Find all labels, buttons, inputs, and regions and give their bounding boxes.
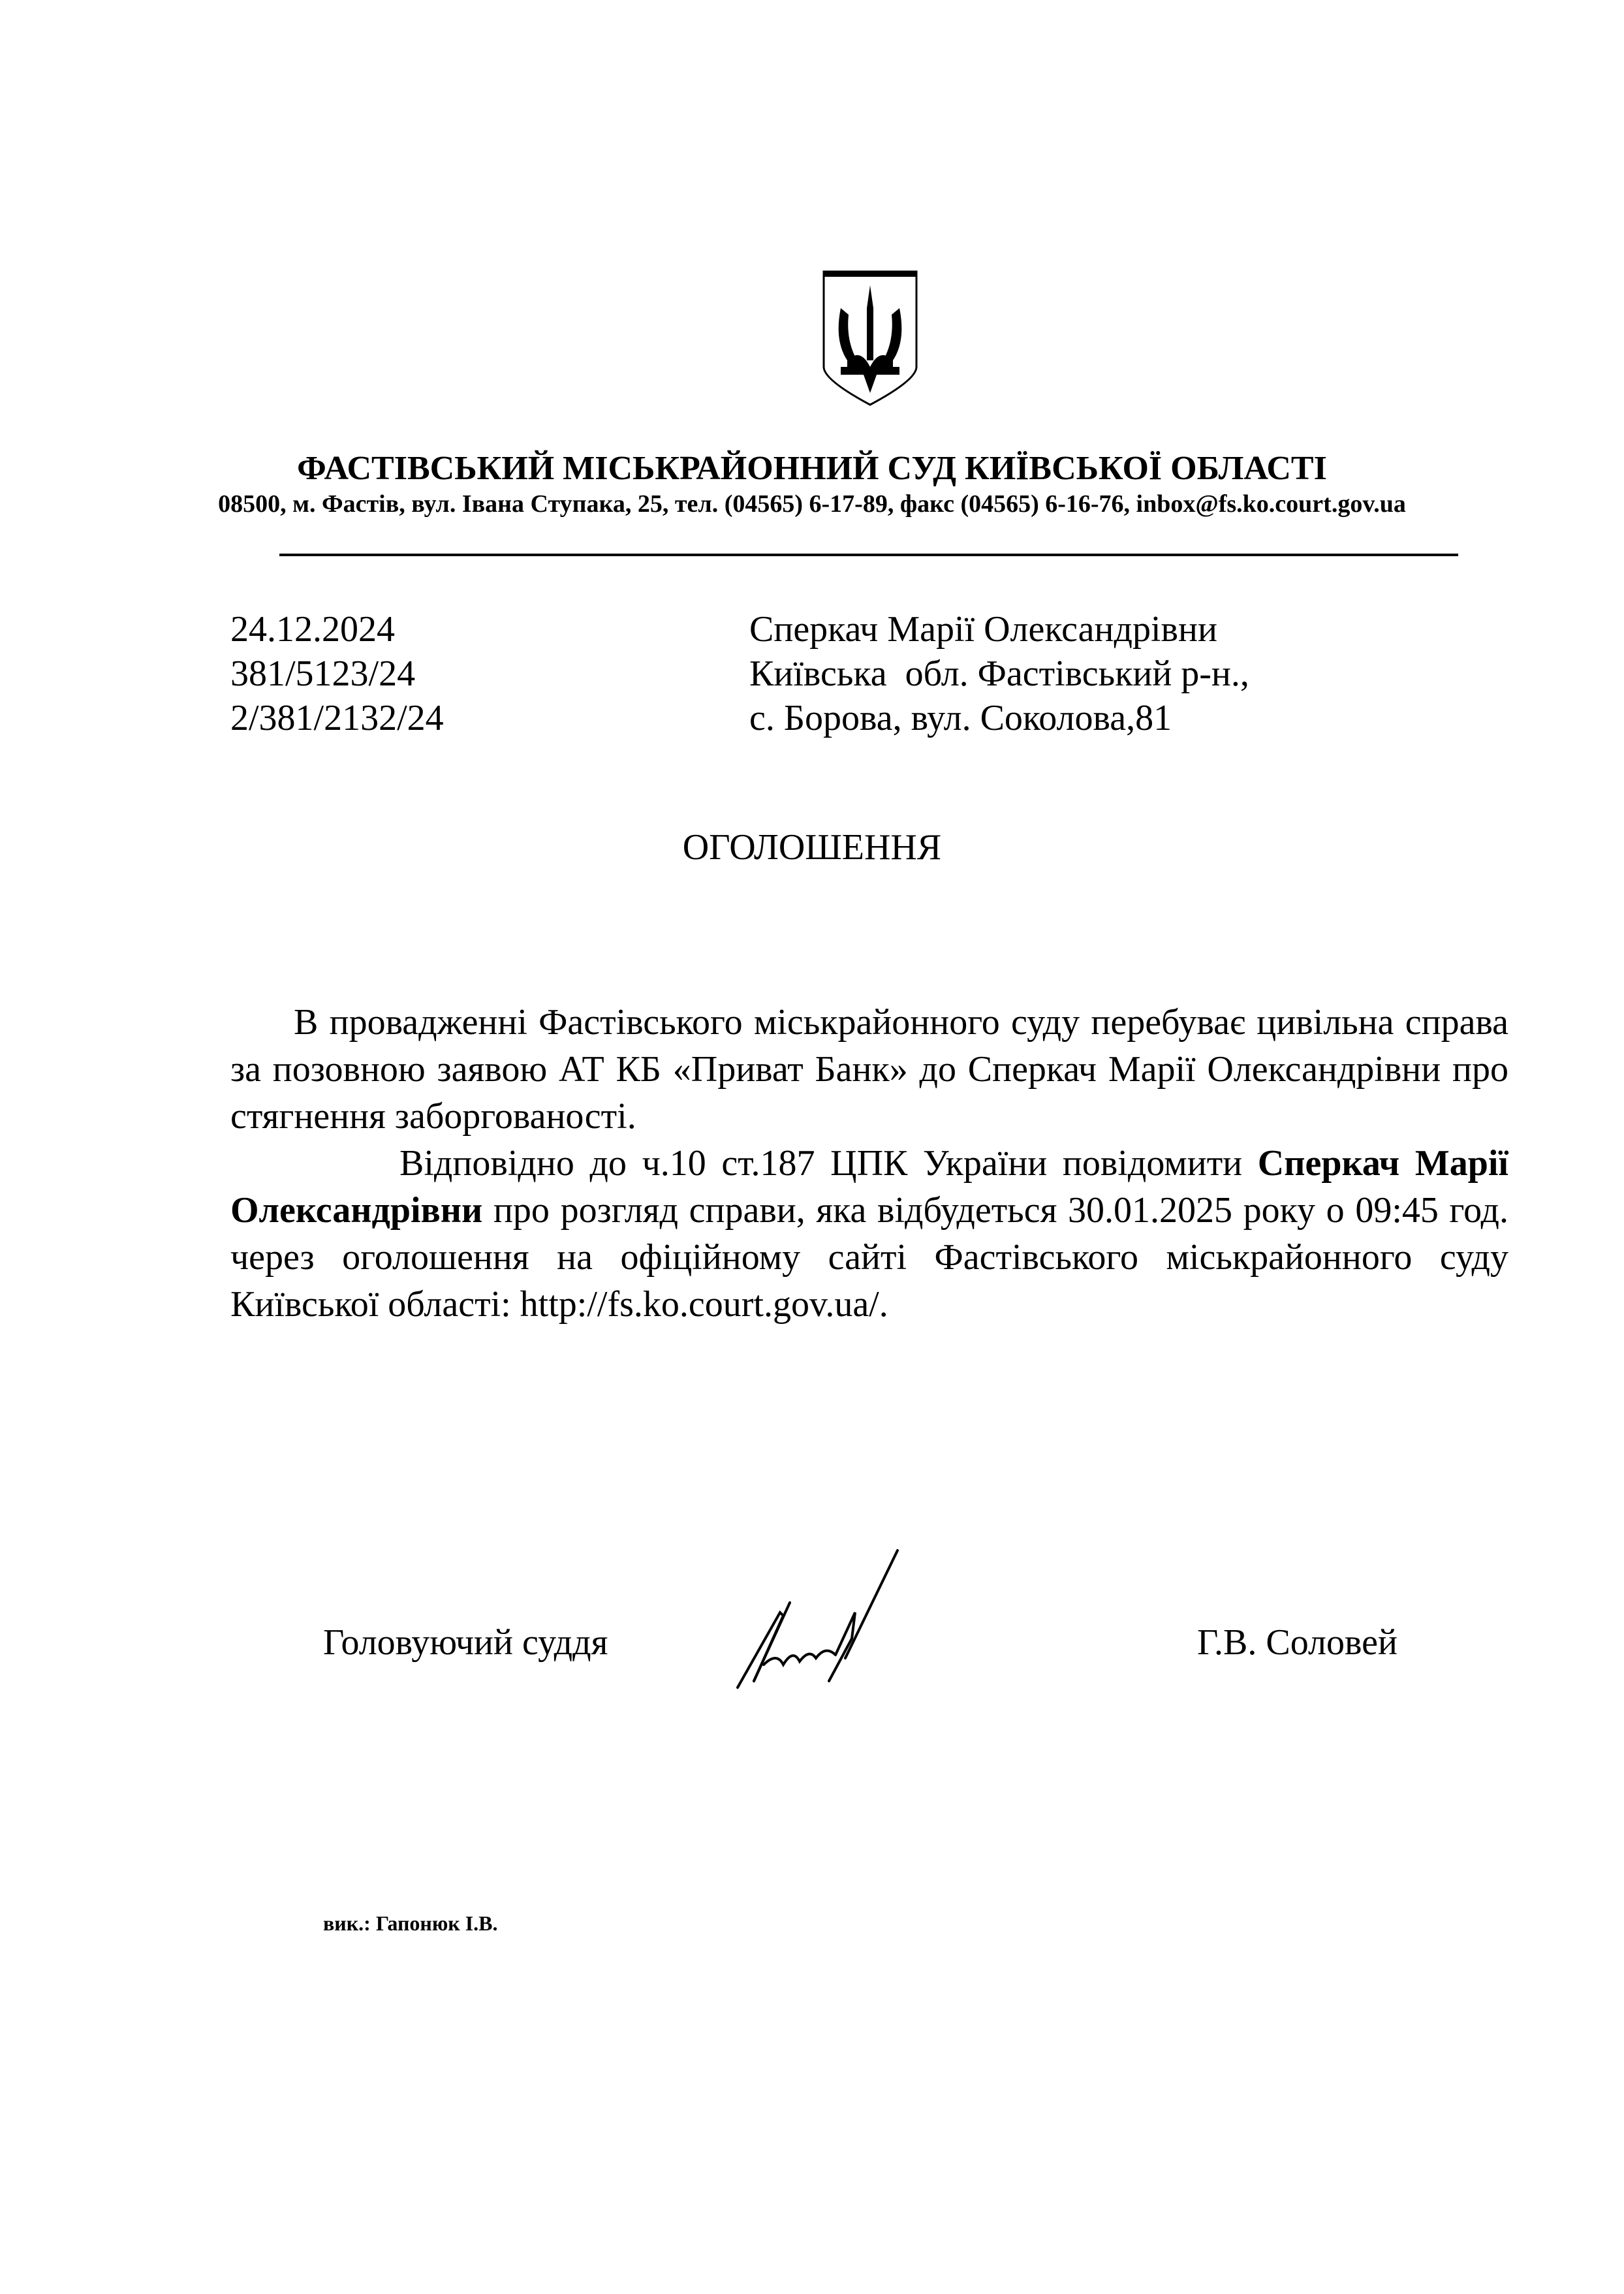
announcement-body xyxy=(230,999,1508,1328)
recipient-block xyxy=(749,607,1249,740)
header-divider xyxy=(279,554,1458,556)
handwritten-signature xyxy=(718,1534,992,1697)
executor-note: вик.: Гапонюк І.В. xyxy=(323,1911,498,1935)
document-date: 24.12.2024 xyxy=(230,609,395,650)
paragraph-2-start: Відповідно до ч.10 ст.187 ЦПК України повідомити xyxy=(399,1143,1258,1184)
paragraph-2 xyxy=(230,1140,1508,1328)
paragraph-1: В провадженні Фастівського міськрайонного суду перебуває цивільна справа за позовною заявою АТ КБ «Приват Банк» до Сперкач Марії Олександрівни про стягнення заборгованості. xyxy=(230,1002,1508,1137)
recipient-address-line1: Київська обл. Фастівський р-н., xyxy=(749,653,1249,694)
paragraph-2-end: про розгляд справи, яка відбудеться 30.01.2025 року о 09:45 год. через оголошення на офіційному сайті Фастівського міськрайонного суду Київської області: http://fs.ko.court.gov.ua/. xyxy=(230,1190,1508,1325)
document-heading: ОГОЛОШЕННЯ xyxy=(682,827,942,868)
judge-role: Головуючий суддя xyxy=(323,1622,608,1663)
document-meta xyxy=(230,607,444,740)
court-name: ФАСТІВСЬКИЙ МІСЬКРАЙОННИЙ СУД КИЇВСЬКОЇ ОБЛАСТІ xyxy=(297,450,1327,487)
judge-name: Г.В. Соловей xyxy=(1197,1622,1398,1663)
recipient-name: Сперкач Марії Олександрівни xyxy=(749,609,1217,650)
outgoing-number: 381/5123/24 xyxy=(230,653,416,694)
coat-of-arms-trident-icon xyxy=(821,269,919,407)
case-number: 2/381/2132/24 xyxy=(230,698,444,738)
party-name-bold: Сперкач Марії Олександрівни xyxy=(230,1143,1508,1231)
court-address: 08500, м. Фастів, вул. Івана Ступака, 25, тел. (04565) 6-17-89, факс (04565) 6-16-76, inbox@fs.ko.court.gov.ua xyxy=(218,490,1406,518)
recipient-address-line2: с. Борова, вул. Соколова,81 xyxy=(749,698,1172,738)
